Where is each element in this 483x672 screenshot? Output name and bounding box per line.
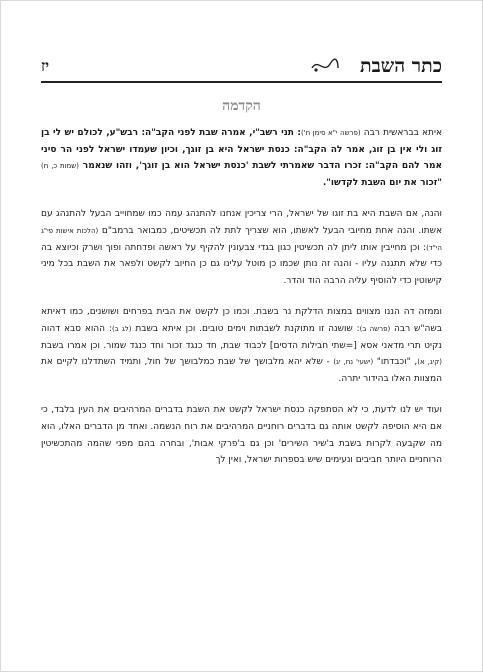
text-run: : שושנה זו מתוקנת לשבתות וימים טובים. וכן איתא בשבת (131, 323, 360, 334)
paragraph (41, 304, 442, 387)
source-citation: (שמות כ, ח) (41, 162, 79, 171)
paragraph (41, 206, 442, 289)
body-text (41, 125, 442, 484)
section-title: הקדמה (222, 98, 261, 114)
quote-text: : תני רשב"י, אמרה שבת לפני הקב"ה: רבש"ע, לכולם יש לי בן זוג ולי אין בן זוג, אמר לה הקב"ה: כנסת ישראל היא בן זוגך, וכיון שעמדו ישראל לפני הר סיני אמר להם הקב"ה: זכרו הדבר שאמרתי לשבת 'כנסת ישראל הוא בן זוגך', וזהו שנאמר (41, 128, 443, 172)
text-run: , "וכבדתו" (373, 357, 418, 368)
source-citation: (פרשה ב) (359, 324, 391, 333)
quote-text: "זכור את יום השבת לקדשו". (322, 177, 442, 188)
source-citation: (ישעי' נח, יג) (333, 358, 374, 367)
header-divider (41, 81, 442, 83)
text-run: והנה, אם השבת היא בת זוגו של ישראל, הרי צריכין אנחנו להתנהג עמה כמו שמחוייב הבעל להתנהג עם אשתו. והנה אחת מחיובי הבעל לאשתו, הוא שצריך לתת לה תכשיטים, כמבואר ברמב"ם (41, 209, 442, 236)
text-run: - שלא יהא מלבושך של שבת כמלבושך של חול, ותמיד השתדלנו לקיים את המצוות האלו בהידור יתרה. (41, 357, 442, 384)
text-run: וממזה דה הננו מצווים במצות הדלקת נר בשבת. וכמו כן לקשט את הבית בפרחים ושושנים, כמו דאיתא בשה"ש רבה (41, 307, 442, 334)
source-citation: (לג ב) (111, 324, 132, 333)
ornament-icon (310, 56, 340, 76)
text-run: איתא בבראשית רבה (360, 128, 442, 138)
paragraph (41, 402, 442, 468)
paragraph (41, 125, 442, 191)
running-header (41, 54, 442, 82)
page-number: יז (41, 57, 50, 75)
text-run: ועוד יש לנו לדעת, כי לא הסתפקה כנסת ישראל לקשט את השבת בדברים המרהיבים את העין בלבד, כי אם היא הוסיפה לקשט אותה גם בדברים רוחניים המרהיבים את רוח הנשמה. ואחד מן הדברים האלו, הוא מה שקבעה לקרות בשבת ב'שיר השירים' וכן גם ב'פרקי אבות', ובחרה בהם מפני שהמה מהתכשיטין הרוחניים היותר חביבים ונעימים שיש בספרות ישראל, ואין לך (41, 405, 442, 466)
source-citation: (פרשה י"א סימן ח') (300, 129, 361, 137)
header-title: כתר השבת (360, 55, 442, 77)
text-run: : ההוא סבא דהוה נקיט תרי מדאני אסא [=שתי חבילות הדסים] לכבוד שבת, חד כנגד זכור וחד כנגד שמור. וכן אמרו בשבת (41, 323, 442, 351)
source-citation: (קיג, א) (417, 358, 442, 367)
text-run: : וכן מחייבין אותו ליתן לה תכשיטין כגון בגדי צבעונין להקיף על ראשה ופדחתה ופוך ושרק וכיוצא בה כדי שלא תתגנה עליו - והנה זה נותן שכמו כן מוטל עלינו גם כן החיוב לקשט ולפאר את השבת בכל מיני קישוטין כדי להוסיף עליה הרבה הוד והדר. (41, 242, 442, 286)
source-citation: (הלכות אישות פי"ג הי"ד) (41, 226, 442, 252)
